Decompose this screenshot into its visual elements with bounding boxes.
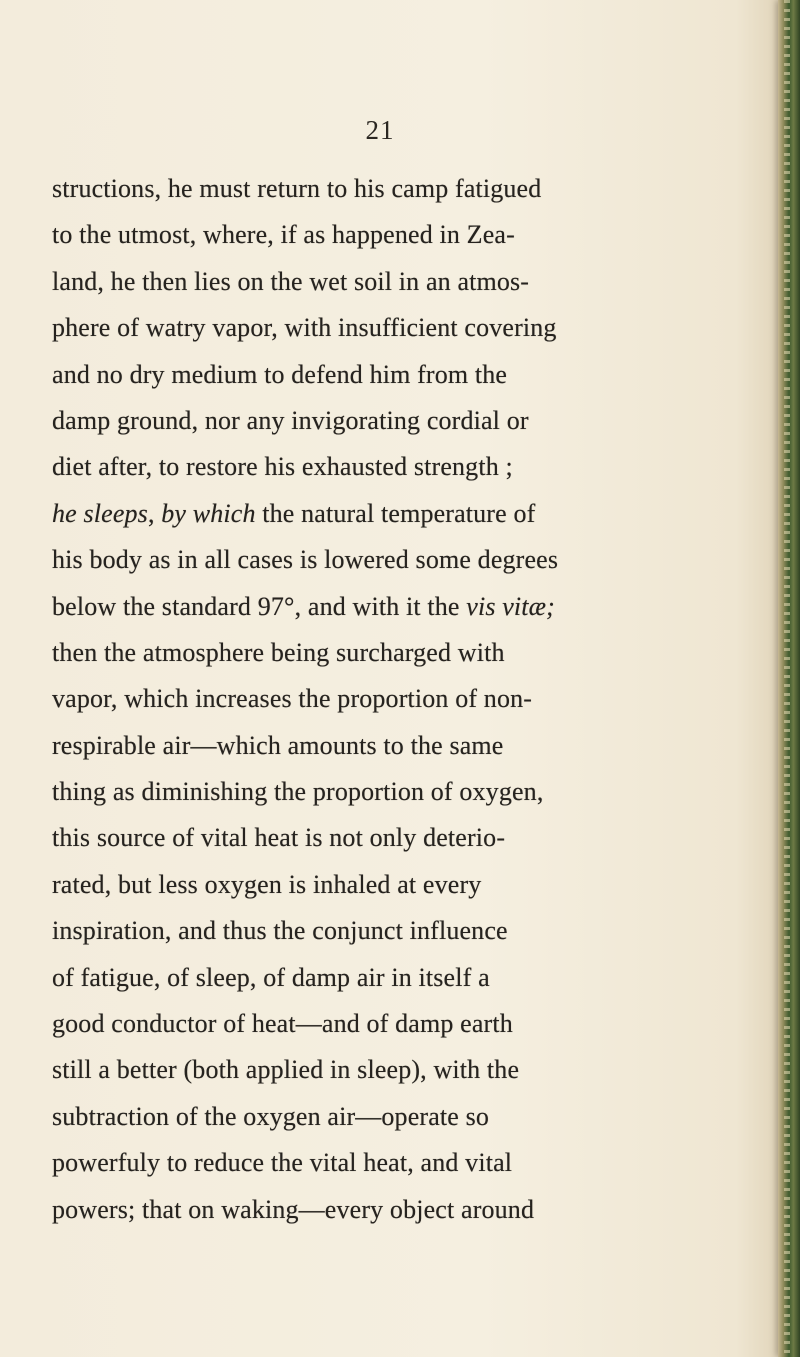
text-line [52,815,752,861]
text-line [52,1140,752,1186]
text-line [52,491,752,537]
text-run: his body as in all cases is lowered some degrees [52,545,559,575]
text-line [52,1047,752,1093]
text-line [52,537,752,583]
page-number: 21 [365,115,395,145]
text-line [52,955,752,1001]
text-line [52,769,752,815]
text-run: powers; that on waking—every object around [52,1194,535,1224]
text-run: below the standard 97°, and with it the [52,591,467,621]
text-line [52,259,752,305]
text-line [52,908,752,954]
text-run: thing as diminishing the proportion of oxygen, [52,777,544,807]
text-line [52,352,752,398]
text-run: powerfuly to reduce the vital heat, and vital [52,1148,513,1178]
italic-phrase: by which [161,498,256,528]
text-run: rated, but less oxygen is inhaled at every [52,869,482,899]
text-line [52,1001,752,1047]
text-run: to the utmost, where, if as happened in Zea- [52,220,515,250]
text-line [52,398,752,444]
text-line [52,305,752,351]
text-run: damp ground, nor any invigorating cordial or [52,405,529,435]
book-spine-edge [778,0,800,1357]
text-run: diet after, to restore his exhausted strength ; [52,452,513,482]
text-run: respirable air—which amounts to the same [52,730,504,760]
text-line [52,584,752,630]
text-run: land, he then lies on the wet soil in an atmos- [52,266,530,296]
text-run: this source of vital heat is not only deterio- [52,823,506,853]
text-line [52,444,752,490]
text-run: phere of watry vapor, with insufficient covering [52,313,557,343]
italic-phrase: vis vitæ; [466,591,555,621]
text-run: and no dry medium to defend him from the [52,359,508,389]
text-run: subtraction of the oxygen air—operate so [52,1101,490,1131]
text-line [52,1187,752,1233]
text-line [52,723,752,769]
text-line [52,630,752,676]
text-run: good conductor of heat—and of damp earth [52,1009,513,1039]
text-run: still a better (both applied in sleep), with the [52,1055,520,1085]
text-run: the natural temperature of [255,498,536,528]
text-line [52,676,752,722]
italic-phrase: he sleeps [52,498,148,528]
text-line [52,1094,752,1140]
text-run: of fatigue, of sleep, of damp air in itself a [52,962,490,992]
text-run: , [147,498,162,528]
text-run: inspiration, and thus the conjunct influence [52,916,508,946]
text-run: structions, he must return to his camp fatigued [52,174,542,203]
text-run: vapor, which increases the proportion of non- [52,684,533,714]
body-text [52,166,752,1233]
text-line [52,212,752,258]
text-line [52,166,752,212]
text-run: then the atmosphere being surcharged with [52,637,505,667]
text-line [52,862,752,908]
